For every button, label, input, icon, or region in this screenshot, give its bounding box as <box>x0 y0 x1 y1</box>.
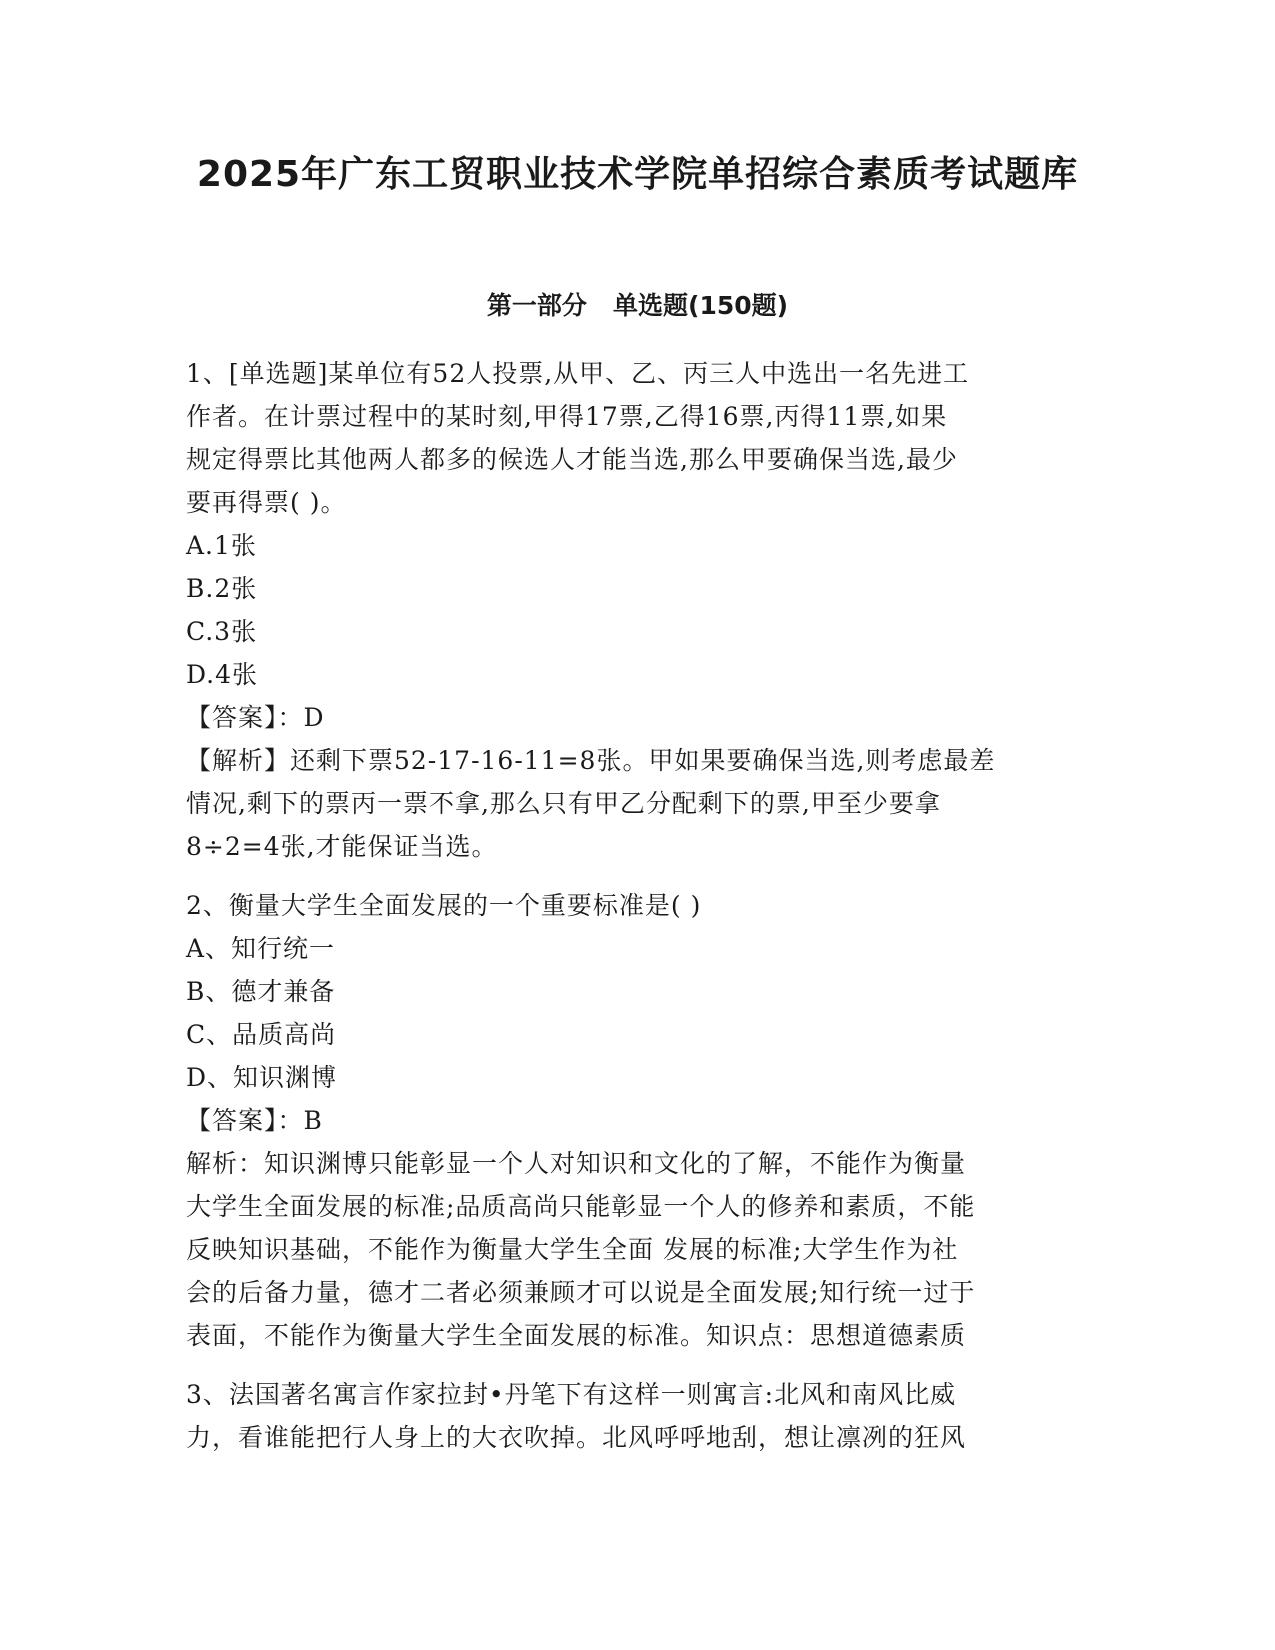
answer: 【答案】：D <box>186 703 325 732</box>
analysis-line: 表面，不能作为衡量大学生全面发展的标准。知识点：思想道德素质 <box>186 1321 967 1350</box>
question-stem-line: 作者。在计票过程中的某时刻,甲得17票,乙得16票,丙得11票,如果 <box>186 402 948 431</box>
option-c: C.3张 <box>186 617 258 646</box>
option-b: B、德才兼备 <box>186 977 336 1006</box>
question-stem-line: 力，看谁能把行人身上的大衣吹掉。北风呼呼地刮，想让凛冽的狂风 <box>186 1423 967 1452</box>
question-stem-line: 要再得票( )。 <box>186 488 347 517</box>
question-stem-line: 1、[单选题]某单位有52人投票,从甲、乙、丙三人中选出一名先进工 <box>186 359 970 388</box>
option-c: C、品质高尚 <box>186 1020 337 1049</box>
option-b: B.2张 <box>186 574 258 603</box>
analysis-line: 情况,剩下的票丙一票不拿,那么只有甲乙分配剩下的票,甲至少要拿 <box>186 789 941 818</box>
option-d: D.4张 <box>186 660 259 689</box>
option-d: D、知识渊博 <box>186 1063 338 1092</box>
question-stem-line: 2、衡量大学生全面发展的一个重要标准是( ) <box>186 891 702 920</box>
document-title: 2025年广东工贸职业技术学院单招综合素质考试题库 <box>196 154 1079 195</box>
question-3 <box>186 1373 1086 1459</box>
answer: 【答案】：B <box>186 1106 323 1135</box>
section-title: 第一部分 单选题(150题) <box>486 291 789 320</box>
analysis-line: 会的后备力量，德才二者必须兼顾才可以说是全面发展;知行统一过于 <box>186 1278 976 1307</box>
analysis-line: 【解析】还剩下票52-17-16-11=8张。甲如果要确保当选,则考虑最差 <box>186 746 996 775</box>
question-2 <box>186 884 1086 1357</box>
question-1 <box>186 352 1086 868</box>
question-list <box>186 352 1086 1459</box>
analysis-line: 8÷2=4张,才能保证当选。 <box>186 832 498 861</box>
analysis-line: 反映知识基础，不能作为衡量大学生全面 发展的标准;大学生作为社 <box>186 1235 959 1264</box>
question-stem-line: 3、法国著名寓言作家拉封•丹笔下有这样一则寓言:北风和南风比威 <box>186 1380 957 1409</box>
option-a: A.1张 <box>186 531 257 560</box>
analysis-line: 解析：知识渊博只能彰显一个人对知识和文化的了解，不能作为衡量 <box>186 1149 967 1178</box>
option-a: A、知行统一 <box>186 934 336 963</box>
analysis-line: 大学生全面发展的标准;品质高尚只能彰显一个人的修养和素质，不能 <box>186 1192 976 1221</box>
question-stem-line: 规定得票比其他两人都多的候选人才能当选,那么甲要确保当选,最少 <box>186 445 958 474</box>
